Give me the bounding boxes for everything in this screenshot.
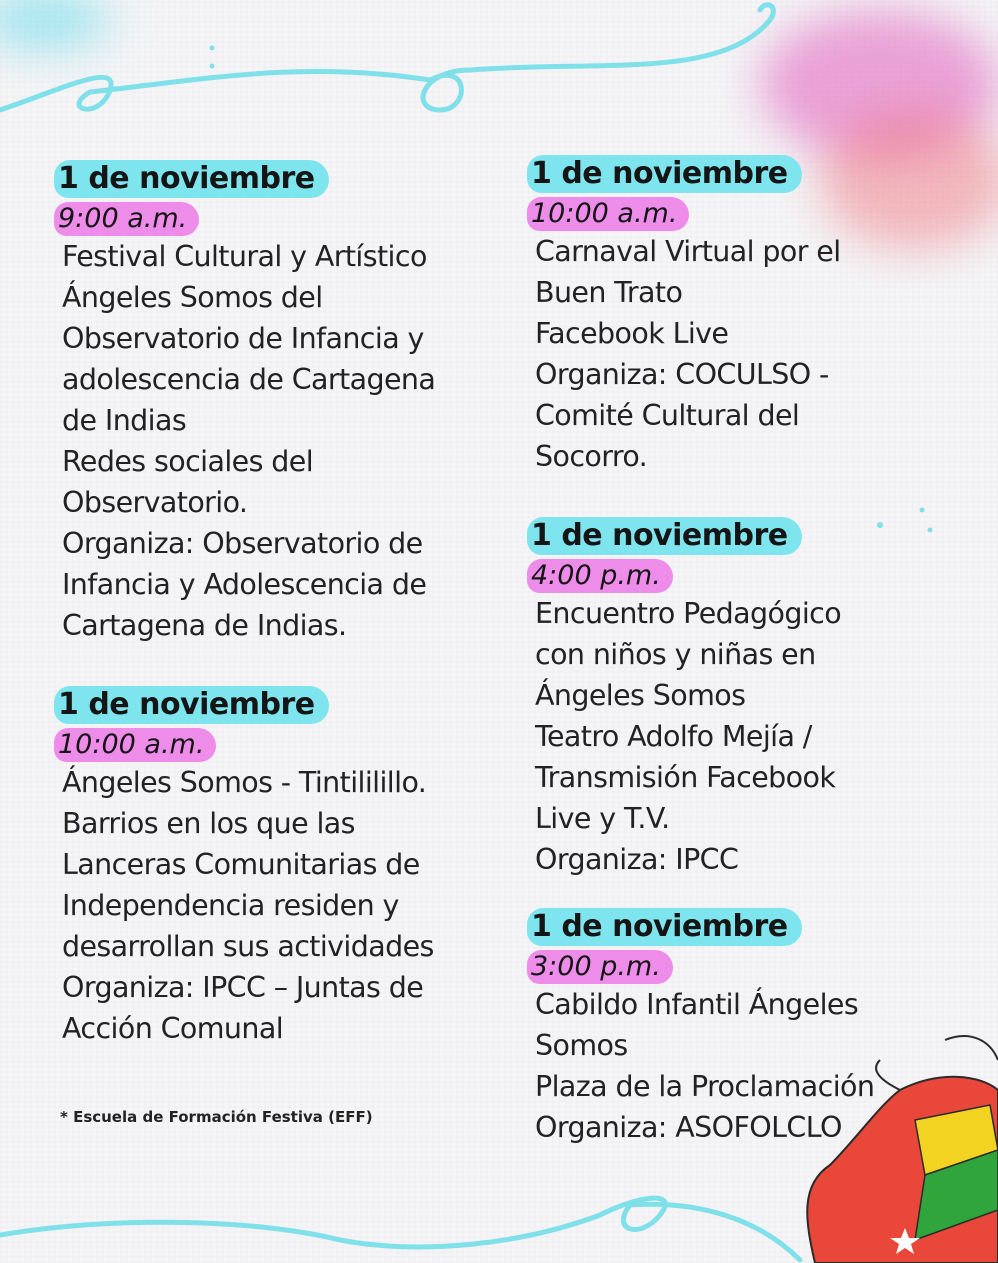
event-card bbox=[531, 908, 955, 1148]
event-card bbox=[531, 517, 955, 880]
event-line: Organiza: IPCC bbox=[535, 843, 739, 876]
event-date: 1 de noviembre bbox=[54, 686, 329, 724]
event-date: 1 de noviembre bbox=[527, 517, 802, 555]
event-time: 10:00 a.m. bbox=[527, 197, 689, 231]
event-line: Organiza: Observatorio de bbox=[62, 527, 423, 560]
event-line: Cabildo Infantil Ángeles bbox=[535, 988, 859, 1021]
event-line: desarrollan sus actividades bbox=[62, 930, 434, 963]
event-line: Observatorio. bbox=[62, 486, 248, 519]
event-line: Barrios en los que las bbox=[62, 807, 355, 840]
event-date: 1 de noviembre bbox=[54, 160, 329, 198]
event-line: Organiza: IPCC – Juntas de bbox=[62, 971, 424, 1004]
event-line: Acción Comunal bbox=[62, 1012, 284, 1045]
event-line: de Indias bbox=[62, 404, 187, 437]
event-line: Somos bbox=[535, 1029, 628, 1062]
event-line: Cartagena de Indias. bbox=[62, 609, 347, 642]
event-line: Carnaval Virtual por el bbox=[535, 235, 841, 268]
event-line: Organiza: COCULSO - bbox=[535, 358, 829, 391]
event-line: con niños y niñas en bbox=[535, 638, 816, 671]
event-card bbox=[58, 686, 482, 1049]
event-card bbox=[531, 155, 955, 477]
event-line: Ángeles Somos bbox=[535, 679, 746, 712]
event-line: Plaza de la Proclamación bbox=[535, 1070, 875, 1103]
event-line: Ángeles Somos - Tintililillo. bbox=[62, 766, 427, 799]
event-line: Ángeles Somos del bbox=[62, 281, 323, 314]
event-line: Redes sociales del bbox=[62, 445, 314, 478]
footnote: * Escuela de Formación Festiva (EFF) bbox=[60, 1108, 373, 1126]
event-line: Organiza: ASOFOLCLO bbox=[535, 1111, 842, 1144]
event-line: Independencia residen y bbox=[62, 889, 399, 922]
left-column bbox=[58, 160, 482, 1069]
event-time: 10:00 a.m. bbox=[54, 728, 216, 762]
event-line: Teatro Adolfo Mejía / bbox=[535, 720, 812, 753]
event-time: 3:00 p.m. bbox=[527, 950, 673, 984]
event-line: Buen Trato bbox=[535, 276, 683, 309]
event-time: 9:00 a.m. bbox=[54, 202, 199, 236]
event-line: Encuentro Pedagógico bbox=[535, 597, 842, 630]
event-date: 1 de noviembre bbox=[527, 908, 802, 946]
event-line: Lanceras Comunitarias de bbox=[62, 848, 420, 881]
event-line: Festival Cultural y Artístico bbox=[62, 240, 427, 273]
event-time: 4:00 p.m. bbox=[527, 559, 673, 593]
event-date: 1 de noviembre bbox=[527, 155, 802, 193]
event-line: Observatorio de Infancia y bbox=[62, 322, 424, 355]
event-line: Transmisión Facebook bbox=[535, 761, 836, 794]
event-line: adolescencia de Cartagena bbox=[62, 363, 436, 396]
event-line: Socorro. bbox=[535, 440, 648, 473]
right-column bbox=[531, 155, 955, 1168]
event-line: Infancia y Adolescencia de bbox=[62, 568, 427, 601]
event-line: Facebook Live bbox=[535, 317, 729, 350]
event-line: Live y T.V. bbox=[535, 802, 670, 835]
event-card bbox=[58, 160, 482, 646]
event-line: Comité Cultural del bbox=[535, 399, 800, 432]
